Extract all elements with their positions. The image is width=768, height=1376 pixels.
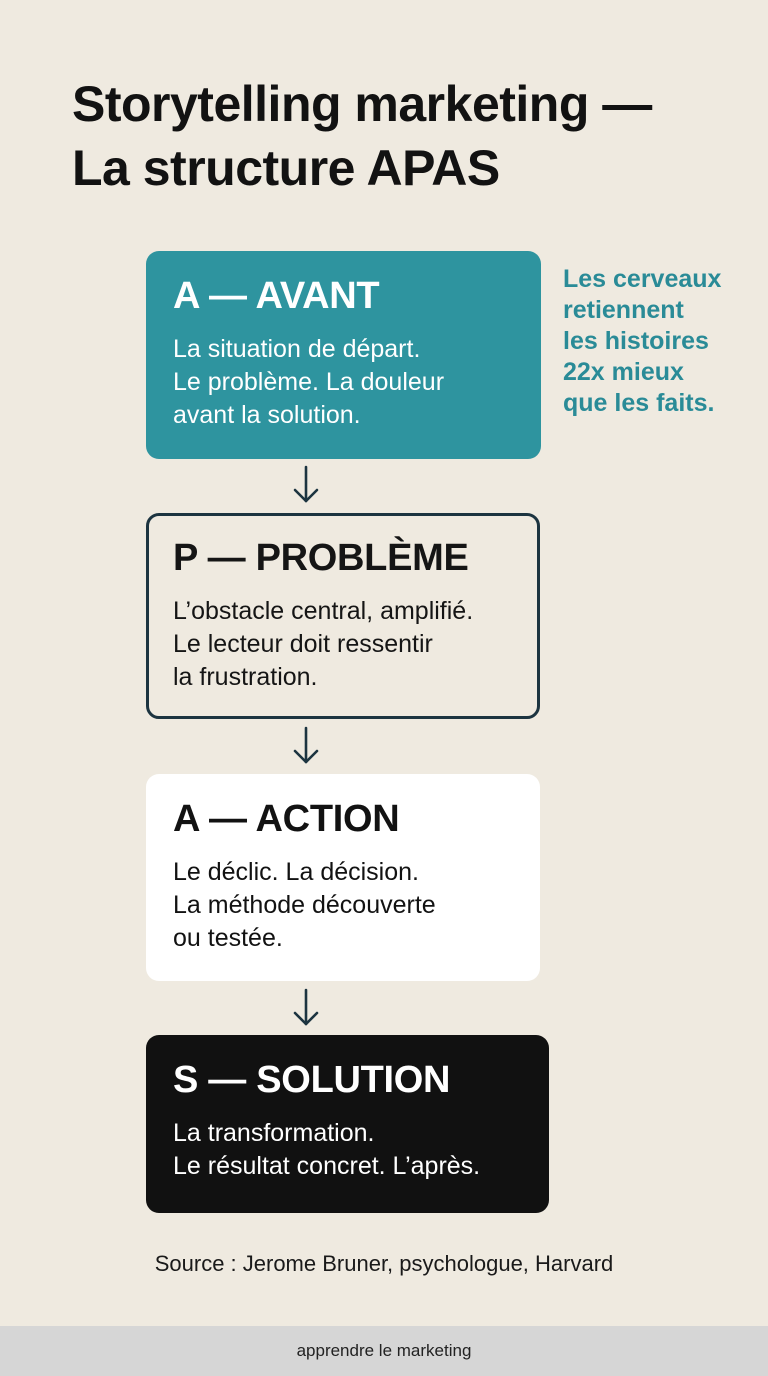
arrow-down-icon <box>290 463 322 507</box>
title-line-1: Storytelling marketing — <box>72 76 652 132</box>
step-text-line: Le problème. La douleur <box>173 368 445 396</box>
side-note-line: les histoires <box>563 327 709 355</box>
step-text-line: Le lecteur doit ressentir <box>173 630 433 658</box>
step-text-line: Le déclic. La décision. <box>173 858 419 886</box>
arrow-down-icon <box>290 986 322 1030</box>
side-note-line: Les cerveaux <box>563 265 722 293</box>
step-card-avant <box>146 251 541 459</box>
step-text-line: La transformation. <box>173 1119 375 1147</box>
side-note-line: retiennent <box>563 296 684 324</box>
source-citation: Source : Jerome Bruner, psychologue, Harvard <box>154 1251 614 1276</box>
step-text-line: Le résultat concret. L’après. <box>173 1152 481 1180</box>
arrow-down-icon <box>290 724 322 768</box>
footer-bar <box>0 1326 768 1376</box>
step-card-solution <box>146 1035 549 1213</box>
step-heading-probleme: P — PROBLÈME <box>173 537 469 579</box>
page-title <box>72 72 732 200</box>
footer-brand-text: apprendre le marketing <box>296 1341 472 1360</box>
step-heading-action: A — ACTION <box>173 798 400 840</box>
step-card-action <box>146 774 540 981</box>
step-text-line: avant la solution. <box>173 401 361 429</box>
step-text-line: ou testée. <box>173 924 283 952</box>
step-heading-avant: A — AVANT <box>173 275 380 317</box>
step-text-line: la frustration. <box>173 663 318 691</box>
step-text-line: La situation de départ. <box>173 335 421 363</box>
step-text-line: L’obstacle central, amplifié. <box>173 597 474 625</box>
side-note <box>563 264 753 419</box>
step-text-line: La méthode découverte <box>173 891 436 919</box>
step-heading-solution: S — SOLUTION <box>173 1059 451 1101</box>
side-note-line: 22x mieux <box>563 358 684 386</box>
side-note-line: que les faits. <box>563 389 715 417</box>
title-line-2: La structure APAS <box>72 140 500 196</box>
step-card-probleme <box>146 513 540 719</box>
